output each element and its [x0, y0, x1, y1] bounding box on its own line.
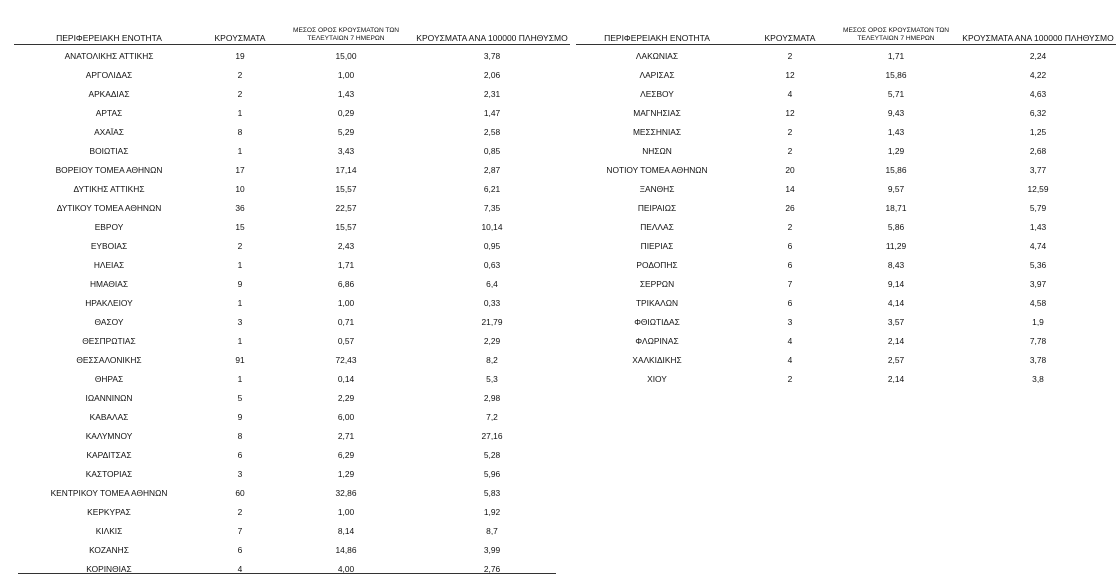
header-avg [276, 27, 416, 43]
cell-region: ΦΘΙΩΤΙΔΑΣ [634, 317, 680, 327]
table-left-body [14, 45, 570, 577]
cell-cases: 8 [237, 431, 243, 441]
cell-per100k: 4,58 [1029, 298, 1047, 308]
cell-per100k: 2,06 [483, 70, 501, 80]
cell-avg7: 0,71 [337, 317, 355, 327]
cell-region: ΕΥΒΟΙΑΣ [90, 241, 128, 251]
cell-per100k: 8,2 [486, 355, 498, 365]
cell-region: ΚΙΛΚΙΣ [95, 526, 123, 536]
table-row [14, 520, 570, 539]
table-row [576, 121, 1116, 140]
table-row [14, 140, 570, 159]
header-avg-line2: ΤΕΛΕΥΤΑΙΩΝ 7 ΗΜΕΡΩΝ [307, 35, 385, 42]
cell-avg7: 3,43 [337, 146, 355, 156]
header-per100k: ΚΡΟΥΣΜΑΤΑ ΑΝΑ 100000 ΠΛΗΘΥΣΜΟ [962, 33, 1114, 43]
cell-region: ΑΡΤΑΣ [95, 108, 123, 118]
cell-per100k: 1,9 [1032, 317, 1044, 327]
cell-per100k: 1,92 [483, 507, 501, 517]
table-row [576, 349, 1116, 368]
cell-cases: 10 [235, 184, 245, 194]
cell-avg7: 1,00 [337, 298, 355, 308]
cell-avg7: 15,57 [335, 222, 357, 232]
cell-region: ΞΑΝΘΗΣ [639, 184, 675, 194]
cell-region: ΚΑΛΥΜΝΟΥ [85, 431, 133, 441]
cell-per100k: 3,78 [1029, 355, 1047, 365]
table-row [14, 159, 570, 178]
cell-cases: 8 [237, 127, 243, 137]
cell-per100k: 6,32 [1029, 108, 1047, 118]
header-per100k: ΚΡΟΥΣΜΑΤΑ ΑΝΑ 100000 ΠΛΗΘΥΣΜΟ [416, 33, 568, 43]
table-row [14, 121, 570, 140]
cell-avg7: 18,71 [885, 203, 907, 213]
cell-cases: 6 [787, 241, 793, 251]
cell-avg7: 9,43 [887, 108, 905, 118]
cell-cases: 2 [237, 241, 243, 251]
cell-avg7: 72,43 [335, 355, 357, 365]
cell-region: ΒΟΡΕΙΟΥ ΤΟΜΕΑ ΑΘΗΝΩΝ [55, 165, 163, 175]
cell-per100k: 2,31 [483, 89, 501, 99]
cell-per100k: 2,87 [483, 165, 501, 175]
cell-region: ΔΥΤΙΚΗΣ ΑΤΤΙΚΗΣ [73, 184, 145, 194]
cell-region: ΚΑΡΔΙΤΣΑΣ [86, 450, 132, 460]
table-row [14, 444, 570, 463]
cell-avg7: 0,57 [337, 336, 355, 346]
cell-region: ΑΝΑΤΟΛΙΚΗΣ ΑΤΤΙΚΗΣ [64, 51, 154, 61]
cell-cases: 14 [785, 184, 795, 194]
cell-cases: 2 [787, 222, 793, 232]
table-left-header [14, 20, 570, 45]
cell-region: ΛΑΚΩΝΙΑΣ [635, 51, 679, 61]
cell-cases: 2 [237, 89, 243, 99]
table-row [576, 368, 1116, 387]
cell-region: ΠΕΛΛΑΣ [640, 222, 674, 232]
table-row [14, 349, 570, 368]
cell-avg7: 15,57 [335, 184, 357, 194]
cell-region: ΚΑΒΑΛΑΣ [89, 412, 129, 422]
cell-avg7: 14,86 [335, 545, 357, 555]
table-row [14, 83, 570, 102]
cell-region: ΤΡΙΚΑΛΩΝ [635, 298, 679, 308]
cell-cases: 2 [237, 507, 243, 517]
cell-cases: 1 [237, 298, 243, 308]
cell-avg7: 5,29 [337, 127, 355, 137]
cell-per100k: 7,35 [483, 203, 501, 213]
cell-avg7: 15,86 [885, 70, 907, 80]
table-row [576, 45, 1116, 64]
cell-cases: 6 [787, 260, 793, 270]
cell-avg7: 6,86 [337, 279, 355, 289]
header-cases: ΚΡΟΥΣΜΑΤΑ [214, 33, 266, 43]
cell-avg7: 2,57 [887, 355, 905, 365]
cell-cases: 6 [787, 298, 793, 308]
cell-per100k: 2,68 [1029, 146, 1047, 156]
cell-avg7: 32,86 [335, 488, 357, 498]
cell-avg7: 15,00 [335, 51, 357, 61]
cell-cases: 60 [235, 488, 245, 498]
cell-per100k: 12,59 [1027, 184, 1049, 194]
cell-cases: 1 [237, 146, 243, 156]
cell-per100k: 3,97 [1029, 279, 1047, 289]
cell-avg7: 5,71 [887, 89, 905, 99]
cell-region: ΡΟΔΟΠΗΣ [636, 260, 678, 270]
table-row [576, 311, 1116, 330]
cell-region: ΗΛΕΙΑΣ [93, 260, 125, 270]
cell-cases: 2 [787, 374, 793, 384]
cell-per100k: 0,33 [483, 298, 501, 308]
cell-cases: 4 [787, 89, 793, 99]
cell-region: ΦΛΩΡΙΝΑΣ [635, 336, 679, 346]
cell-per100k: 5,79 [1029, 203, 1047, 213]
table-row [576, 216, 1116, 235]
cell-cases: 1 [237, 374, 243, 384]
cell-region: ΚΟΖΑΝΗΣ [89, 545, 129, 555]
table-row [576, 140, 1116, 159]
cell-avg7: 0,14 [337, 374, 355, 384]
cell-region: ΛΕΣΒΟΥ [640, 89, 674, 99]
cell-per100k: 3,77 [1029, 165, 1047, 175]
cell-region: ΕΒΡΟΥ [94, 222, 124, 232]
cell-region: ΜΑΓΝΗΣΙΑΣ [633, 108, 681, 118]
table-row [14, 425, 570, 444]
cell-per100k: 6,4 [486, 279, 498, 289]
cell-per100k: 1,43 [1029, 222, 1047, 232]
table-right-body [576, 45, 1116, 387]
cell-per100k: 5,36 [1029, 260, 1047, 270]
cell-per100k: 2,76 [483, 564, 501, 574]
cell-cases: 4 [787, 355, 793, 365]
cell-per100k: 2,58 [483, 127, 501, 137]
cell-cases: 4 [237, 564, 243, 574]
cell-region: ΧΑΛΚΙΔΙΚΗΣ [632, 355, 682, 365]
cell-cases: 1 [237, 336, 243, 346]
cell-region: ΧΙΟΥ [647, 374, 667, 384]
cell-per100k: 3,99 [483, 545, 501, 555]
table-row [576, 178, 1116, 197]
table-row [14, 178, 570, 197]
table-right [576, 20, 1116, 387]
cell-region: ΚΟΡΙΝΘΙΑΣ [86, 564, 132, 574]
cell-cases: 5 [237, 393, 243, 403]
cell-region: ΘΑΣΟΥ [94, 317, 124, 327]
table-right-header [576, 20, 1116, 45]
cell-per100k: 21,79 [481, 317, 503, 327]
table-row [14, 311, 570, 330]
table-row [576, 159, 1116, 178]
cell-per100k: 4,22 [1029, 70, 1047, 80]
table-row [14, 254, 570, 273]
cell-per100k: 6,21 [483, 184, 501, 194]
cell-avg7: 2,43 [337, 241, 355, 251]
table-row [576, 273, 1116, 292]
table-row [14, 539, 570, 558]
cell-region: ΣΕΡΡΩΝ [639, 279, 675, 289]
cell-avg7: 0,29 [337, 108, 355, 118]
cell-cases: 19 [235, 51, 245, 61]
cell-avg7: 5,86 [887, 222, 905, 232]
cell-avg7: 17,14 [335, 165, 357, 175]
cell-per100k: 2,24 [1029, 51, 1047, 61]
header-avg-line1: ΜΕΣΟΣ ΟΡΟΣ ΚΡΟΥΣΜΑΤΩΝ ΤΩΝ [842, 27, 950, 34]
cell-per100k: 5,3 [486, 374, 498, 384]
cell-region: ΙΩΑΝΝΙΝΩΝ [85, 393, 133, 403]
cell-cases: 9 [237, 279, 243, 289]
cell-avg7: 4,14 [887, 298, 905, 308]
cell-cases: 91 [235, 355, 245, 365]
cell-avg7: 11,29 [885, 241, 907, 251]
table-row [14, 368, 570, 387]
cell-per100k: 7,78 [1029, 336, 1047, 346]
cell-region: ΔΥΤΙΚΟΥ ΤΟΜΕΑ ΑΘΗΝΩΝ [56, 203, 162, 213]
table-row [14, 235, 570, 254]
table-row [576, 292, 1116, 311]
cell-avg7: 1,43 [337, 89, 355, 99]
cell-avg7: 8,14 [337, 526, 355, 536]
cell-per100k: 10,14 [481, 222, 503, 232]
cell-cases: 6 [237, 450, 243, 460]
header-avg-line2: ΤΕΛΕΥΤΑΙΩΝ 7 ΗΜΕΡΩΝ [857, 35, 935, 42]
cell-avg7: 1,29 [337, 469, 355, 479]
cell-region: ΗΜΑΘΙΑΣ [89, 279, 129, 289]
table-row [14, 102, 570, 121]
cell-cases: 2 [787, 127, 793, 137]
cell-cases: 12 [785, 70, 795, 80]
cell-per100k: 3,78 [483, 51, 501, 61]
cell-per100k: 5,96 [483, 469, 501, 479]
cell-cases: 1 [237, 260, 243, 270]
table-row [576, 83, 1116, 102]
table-row [14, 197, 570, 216]
cell-region: ΗΡΑΚΛΕΙΟΥ [85, 298, 133, 308]
cell-cases: 12 [785, 108, 795, 118]
cell-avg7: 22,57 [335, 203, 357, 213]
cell-region: ΑΧΑΪΑΣ [94, 127, 124, 137]
cell-avg7: 6,00 [337, 412, 355, 422]
cell-cases: 4 [787, 336, 793, 346]
header-region: ΠΕΡΙΦΕΡΕΙΑΚΗ ΕΝΟΤΗΤΑ [604, 33, 710, 43]
header-region: ΠΕΡΙΦΕΡΕΙΑΚΗ ΕΝΟΤΗΤΑ [56, 33, 162, 43]
table-row [14, 558, 570, 577]
table-bottom-rule [18, 573, 556, 574]
cell-avg7: 1,00 [337, 70, 355, 80]
cell-avg7: 3,57 [887, 317, 905, 327]
cell-avg7: 9,14 [887, 279, 905, 289]
cell-per100k: 1,47 [483, 108, 501, 118]
header-avg [826, 27, 966, 43]
table-left [14, 20, 570, 577]
table-row [14, 292, 570, 311]
table-row [14, 216, 570, 235]
cell-per100k: 3,8 [1032, 374, 1044, 384]
cell-cases: 36 [235, 203, 245, 213]
cell-avg7: 1,71 [337, 260, 355, 270]
cell-cases: 9 [237, 412, 243, 422]
cell-region: ΛΑΡΙΣΑΣ [639, 70, 675, 80]
cell-cases: 1 [237, 108, 243, 118]
cell-cases: 7 [237, 526, 243, 536]
cell-avg7: 4,00 [337, 564, 355, 574]
cell-avg7: 2,71 [337, 431, 355, 441]
cell-per100k: 4,63 [1029, 89, 1047, 99]
cell-avg7: 1,29 [887, 146, 905, 156]
cell-cases: 3 [787, 317, 793, 327]
cell-avg7: 1,43 [887, 127, 905, 137]
header-cases: ΚΡΟΥΣΜΑΤΑ [764, 33, 816, 43]
cell-per100k: 8,7 [486, 526, 498, 536]
cell-per100k: 0,85 [483, 146, 501, 156]
cell-per100k: 27,16 [481, 431, 503, 441]
cell-region: ΒΟΙΩΤΙΑΣ [89, 146, 129, 156]
cell-per100k: 0,95 [483, 241, 501, 251]
table-row [14, 482, 570, 501]
table-row [14, 330, 570, 349]
table-row [576, 235, 1116, 254]
cell-cases: 15 [235, 222, 245, 232]
cell-avg7: 2,14 [887, 374, 905, 384]
cell-region: ΚΕΝΤΡΙΚΟΥ ΤΟΜΕΑ ΑΘΗΝΩΝ [50, 488, 168, 498]
cell-avg7: 1,00 [337, 507, 355, 517]
cell-per100k: 2,29 [483, 336, 501, 346]
cell-cases: 6 [237, 545, 243, 555]
cell-cases: 7 [787, 279, 793, 289]
cell-cases: 26 [785, 203, 795, 213]
cell-region: ΘΕΣΣΑΛΟΝΙΚΗΣ [76, 355, 142, 365]
cell-avg7: 9,57 [887, 184, 905, 194]
cell-region: ΠΕΙΡΑΙΩΣ [637, 203, 677, 213]
cell-per100k: 0,63 [483, 260, 501, 270]
cell-region: ΑΡΚΑΔΙΑΣ [88, 89, 130, 99]
table-row [576, 330, 1116, 349]
cell-avg7: 2,29 [337, 393, 355, 403]
table-row [576, 102, 1116, 121]
cell-region: ΑΡΓΟΛΙΔΑΣ [85, 70, 133, 80]
cell-avg7: 8,43 [887, 260, 905, 270]
table-row [576, 64, 1116, 83]
header-avg-line1: ΜΕΣΟΣ ΟΡΟΣ ΚΡΟΥΣΜΑΤΩΝ ΤΩΝ [292, 27, 400, 34]
cell-region: ΝΟΤΙΟΥ ΤΟΜΕΑ ΑΘΗΝΩΝ [606, 165, 708, 175]
cell-per100k: 2,98 [483, 393, 501, 403]
cell-avg7: 6,29 [337, 450, 355, 460]
cell-region: ΚΕΡΚΥΡΑΣ [87, 507, 131, 517]
cell-cases: 20 [785, 165, 795, 175]
cell-avg7: 2,14 [887, 336, 905, 346]
cell-cases: 2 [787, 51, 793, 61]
table-row [14, 463, 570, 482]
cell-per100k: 5,28 [483, 450, 501, 460]
table-row [14, 273, 570, 292]
cell-per100k: 7,2 [486, 412, 498, 422]
cell-avg7: 15,86 [885, 165, 907, 175]
cell-region: ΘΕΣΠΡΩΤΙΑΣ [82, 336, 136, 346]
table-row [14, 64, 570, 83]
cell-per100k: 5,83 [483, 488, 501, 498]
cell-region: ΝΗΣΩΝ [642, 146, 672, 156]
cell-cases: 3 [237, 469, 243, 479]
cell-region: ΚΑΣΤΟΡΙΑΣ [85, 469, 133, 479]
table-row [14, 501, 570, 520]
table-row [14, 45, 570, 64]
cell-region: ΜΕΣΣΗΝΙΑΣ [632, 127, 682, 137]
cell-cases: 3 [237, 317, 243, 327]
cell-per100k: 1,25 [1029, 127, 1047, 137]
cell-cases: 17 [235, 165, 245, 175]
cell-cases: 2 [237, 70, 243, 80]
table-row [576, 254, 1116, 273]
cell-per100k: 4,74 [1029, 241, 1047, 251]
cell-region: ΠΙΕΡΙΑΣ [640, 241, 674, 251]
cell-region: ΘΗΡΑΣ [94, 374, 124, 384]
table-row [14, 387, 570, 406]
cell-avg7: 1,71 [887, 51, 905, 61]
table-row [576, 197, 1116, 216]
table-row [14, 406, 570, 425]
cell-cases: 2 [787, 146, 793, 156]
